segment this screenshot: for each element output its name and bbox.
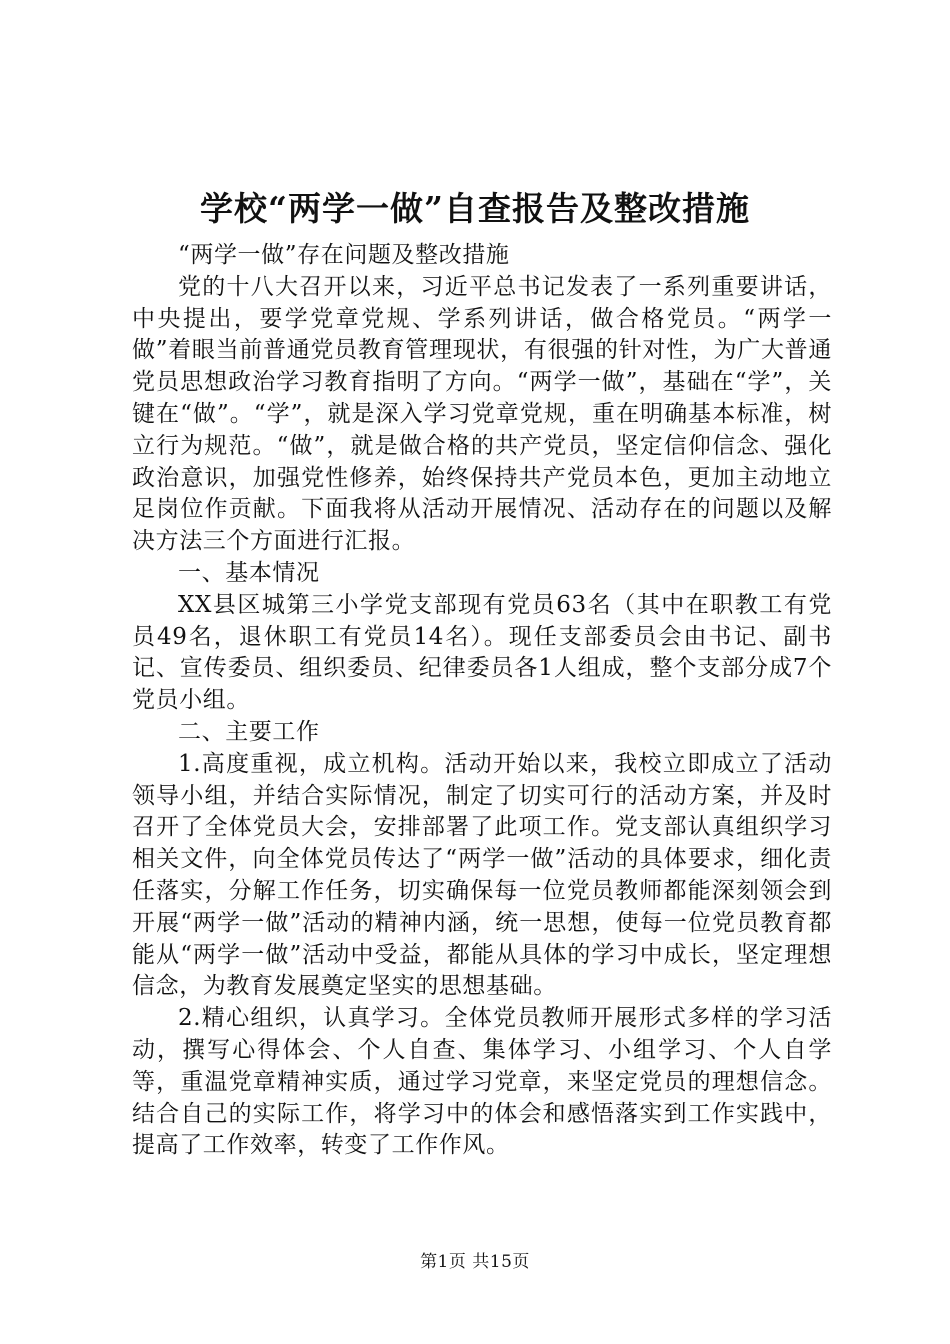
intro-paragraph: 党的十八大召开以来，习近平总书记发表了一系列重要讲话，中央提出，要学党章党规、学系列讲话，做合格党员。“两学一做”着眼当前普通党员教育管理现状，有很强的针对性，为广大普通党员思想政治学习教育指明了方向。“两学一做”，基础在“学”，关键在“做”。“学”，就是深入学习党章党规，重在明确基本标准，树立行为规范。“做”，就是做合格的共产党员，坚定信仰信念、强化政治意识，加强党性修养，始终保持共产党员本色，更加主动地立足岗位作贡献。下面我将从活动开展情况、活动存在的问题以及解决方法三个方面进行汇报。	[132, 273, 832, 555]
work-item-2-paragraph: 2.精心组织，认真学习。全体党员教师开展形式多样的学习活动，撰写心得体会、个人自查、集体学习、小组学习、个人自学等，重温党章精神实质，通过学习党章，来坚定党员的理想信念。结合自己的实际工作，将学习中的体会和感悟落实到工作实践中，提高了工作效率，转变了工作作风。	[132, 1005, 832, 1159]
document-title: 学校“两学一做”自查报告及整改措施	[200, 189, 750, 228]
section-heading-basic: 一、基本情况	[178, 559, 320, 586]
section-subtitle: “两学一做”存在问题及整改措施	[178, 242, 510, 268]
work-item-1-paragraph: 1.高度重视，成立机构。活动开始以来，我校立即成立了活动领导小组，并结合实际情况，制定了切实可行的活动方案，并及时召开了全体党员大会，安排部署了此项工作。党支部认真组织学习相关文件，向全体党员传达了“两学一做”活动的具体要求，细化责任落实，分解工作任务，切实确保每一位党员教师都能深刻领会到开展“两学一做”活动的精神内涵，统一思想，使每一位党员教育都能从“两学一做”活动中受益，都能从具体的学习中成长，坚定理想信念，为教育发展奠定坚实的思想基础。	[132, 750, 832, 1000]
page-number-footer: 第1页 共15页	[420, 1252, 530, 1272]
basic-info-paragraph: XX县区城第三小学党支部现有党员63名（其中在职教工有党员49名，退休职工有党员14名）。现任支部委员会由书记、副书记、宣传委员、组织委员、纪律委员各1人组成，整个支部分成7个党员小组。	[132, 591, 832, 714]
document-body	[132, 240, 832, 1162]
section-heading-main-work: 二、主要工作	[178, 718, 320, 745]
